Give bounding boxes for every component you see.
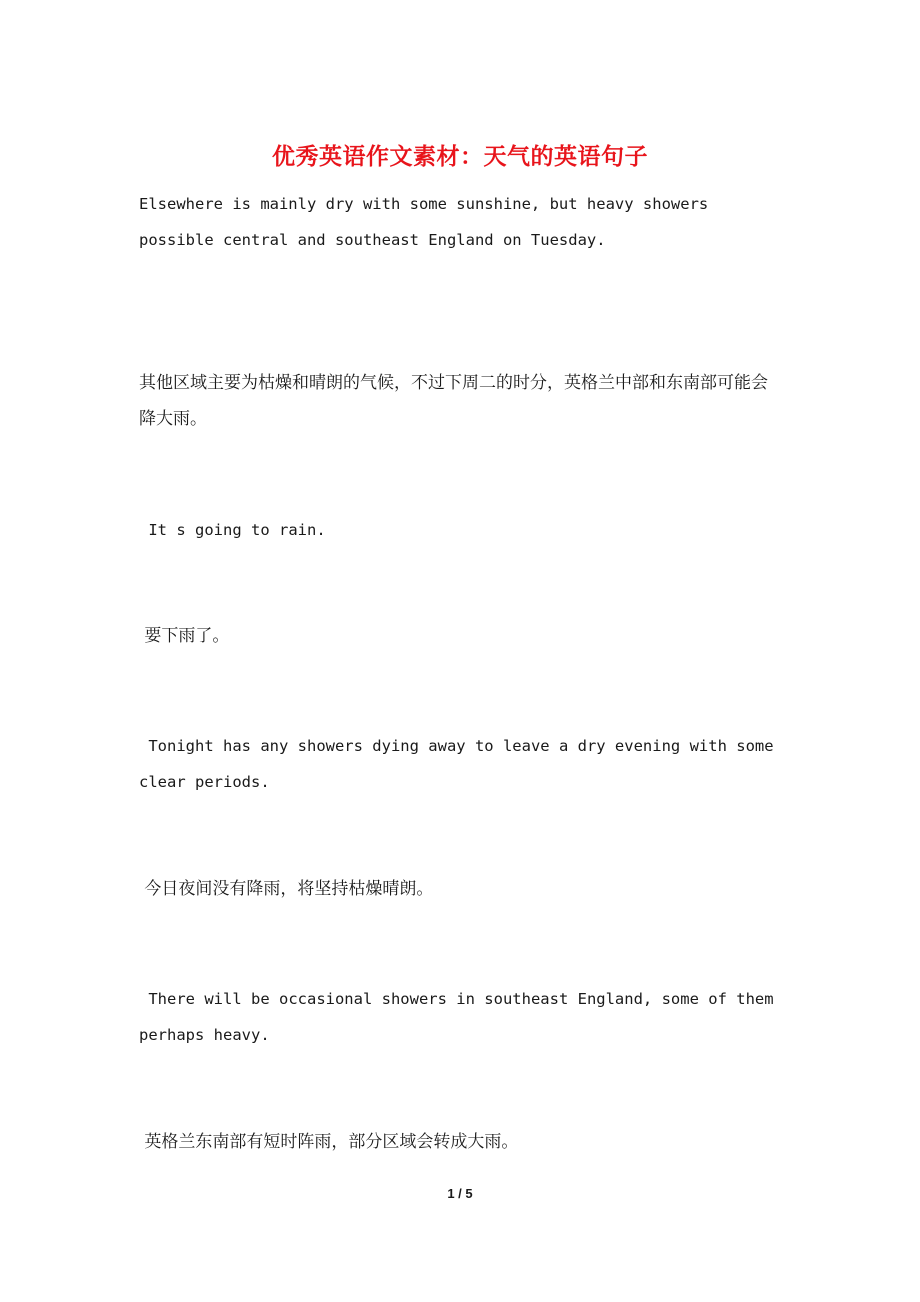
page-number: 1 / 5: [447, 1186, 473, 1201]
paragraph-english-1: Elsewhere is mainly dry with some sunshine, but heavy showers possible central and southeast England on Tuesday.: [139, 195, 718, 249]
paragraph-chinese-2: 要下雨了。: [139, 626, 230, 646]
paragraph-chinese-4: 英格兰东南部有短时阵雨，部分区域会转成大雨。: [139, 1132, 519, 1152]
paragraph-chinese-3: 今日夜间没有降雨，将坚持枯燥晴朗。: [139, 879, 434, 899]
paragraph-english-2: It s going to rain.: [139, 521, 326, 539]
paragraph-english-4: There will be occasional showers in southeast England, some of them perhaps heavy.: [139, 990, 783, 1044]
paragraph-english-3: Tonight has any showers dying away to leave a dry evening with some clear periods.: [139, 737, 783, 791]
paragraph-chinese-1: 其他区域主要为枯燥和晴朗的气候，不过下周二的时分，英格兰中部和东南部可能会降大雨。: [139, 373, 768, 429]
document-title: 优秀英语作文素材：天气的英语句子: [272, 143, 648, 170]
